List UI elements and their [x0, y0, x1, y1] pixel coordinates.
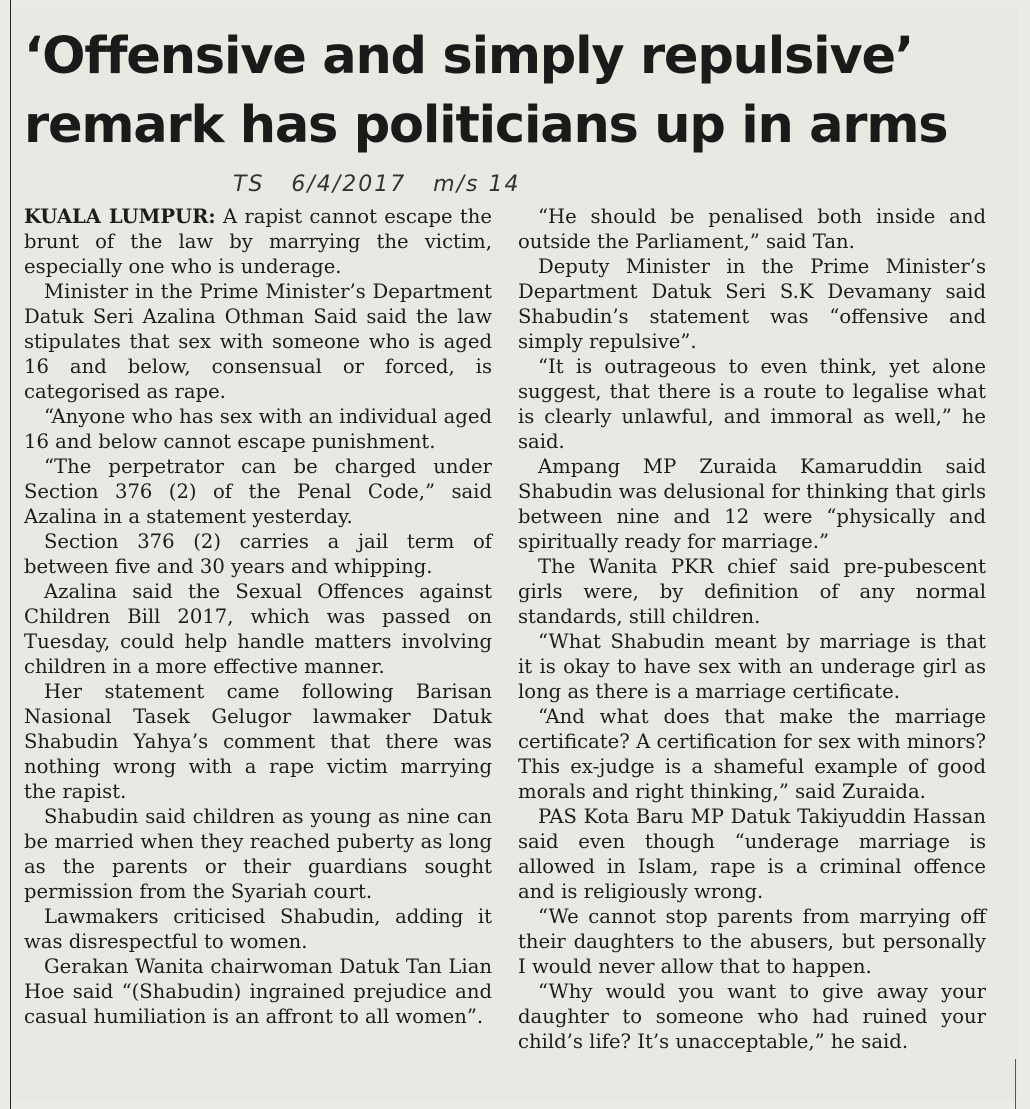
- article-paragraph: The Wanita PKR chief said pre-pubescent girls were, by definition of any normal standards, still children.: [518, 555, 986, 628]
- article-paragraph: Lawmakers criticised Shabudin, adding it was disrespectful to women.: [24, 905, 492, 953]
- article-paragraph: Ampang MP Zuraida Kamaruddin said Shabudin was delusional for thinking that girls between nine and 12 were “physically and spiritually ready for marriage.”: [518, 455, 986, 553]
- article-paragraph: “It is outrageous to even think, yet alone suggest, that there is a route to legalise what is clearly unlawful, and immoral as well,” he said.: [518, 355, 986, 453]
- handwritten-annotation: TS 6/4/2017 m/s 14: [233, 172, 521, 197]
- article-paragraph: Deputy Minister in the Prime Minister’s Department Datuk Seri S.K Devamany said Shabudin’s statement was “offensive and simply repulsive”.: [518, 255, 986, 353]
- article-paragraph: “What Shabudin meant by marriage is that it is okay to have sex with an underage girl as long as there is a marriage certificate.: [518, 630, 986, 703]
- article-paragraph: Her statement came following Barisan Nasional Tasek Gelugor lawmaker Datuk Shabudin Yahya’s comment that there was nothing wrong with a rape victim marrying the rapist.: [24, 680, 492, 803]
- article-paragraph: Gerakan Wanita chairwoman Datuk Tan Lian Hoe said “(Shabudin) ingrained prejudice and casual humiliation is an affront to all women”.: [24, 955, 492, 1028]
- article-paragraph: Section 376 (2) carries a jail term of between five and 30 years and whipping.: [24, 530, 492, 578]
- article-paragraph: Shabudin said children as young as nine can be married when they reached puberty as long as the parents or their guardians sought permission from the Syariah court.: [24, 805, 492, 903]
- article-paragraph: “We cannot stop parents from marrying off their daughters to the abusers, but personally I would never allow that to happen.: [518, 905, 986, 978]
- headline-line-2: remark has politicians up in arms: [24, 96, 948, 155]
- article-paragraph: KUALA LUMPUR: A rapist cannot escape the brunt of the law by marrying the victim, especially one who is underage.: [24, 205, 492, 278]
- clipping-edge-line: [10, 0, 11, 1109]
- article-paragraph: “Anyone who has sex with an individual aged 16 and below cannot escape punishment.: [24, 405, 492, 453]
- article-paragraph: “The perpetrator can be charged under Section 376 (2) of the Penal Code,” said Azalina in a statement yesterday.: [24, 455, 492, 528]
- headline-line-1: ‘Offensive and simply repulsive’: [24, 27, 914, 86]
- article-paragraph: “He should be penalised both inside and outside the Parliament,” said Tan.: [518, 205, 986, 253]
- article-paragraph: PAS Kota Baru MP Datuk Takiyuddin Hassan said even though “underage marriage is allowed in Islam, rape is a criminal offence and is religiously wrong.: [518, 805, 986, 903]
- article-paragraph: “And what does that make the marriage certificate? A certification for sex with minors? This ex-judge is a shameful example of good morals and right thinking,” said Zuraida.: [518, 705, 986, 803]
- article-column-left: [24, 204, 492, 1029]
- article-paragraph: “Why would you want to give away your daughter to someone who had ruined your child’s life? It’s unacceptable,” he said.: [518, 980, 986, 1053]
- article-paragraph: Azalina said the Sexual Offences against Children Bill 2017, which was passed on Tuesday, could help handle matters involving children in a more effective manner.: [24, 580, 492, 678]
- headline: [24, 22, 1004, 160]
- article-column-right: [518, 204, 986, 1054]
- page-edge-mark: [1015, 1059, 1030, 1109]
- dateline: KUALA LUMPUR:: [24, 205, 216, 228]
- article-paragraph: Minister in the Prime Minister’s Department Datuk Seri Azalina Othman Said said the law stipulates that sex with someone who is aged 16 and below, consensual or forced, is categorised as rape.: [24, 280, 492, 403]
